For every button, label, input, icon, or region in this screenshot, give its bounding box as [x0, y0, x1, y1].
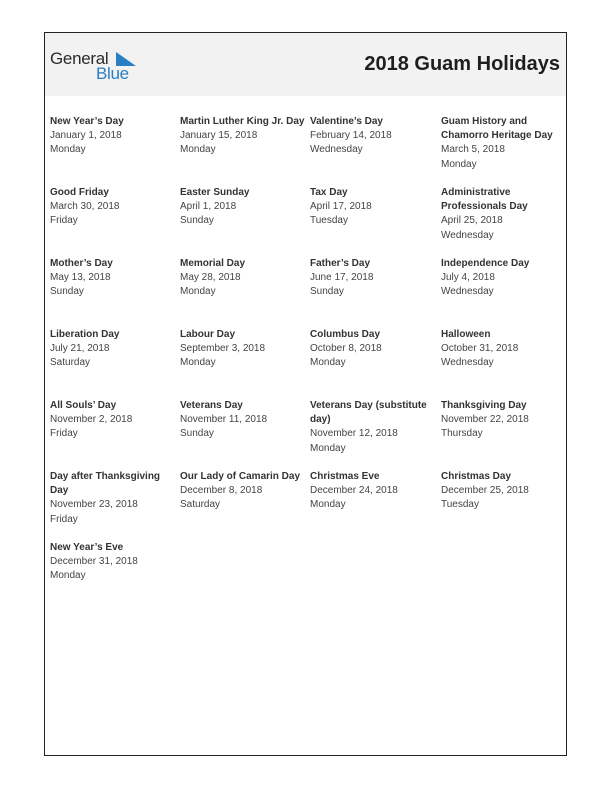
- holiday-date: November 11, 2018: [180, 414, 268, 426]
- holiday-weekday: Tuesday: [310, 215, 348, 227]
- holiday-name: Independence Day: [441, 258, 530, 269]
- holiday-name: Valentine’s Day: [310, 116, 383, 127]
- holiday-weekday: Saturday: [50, 357, 91, 369]
- holiday-name: Guam History and Chamorro Heritage Day: [441, 116, 553, 142]
- holiday-weekday: Friday: [50, 428, 78, 440]
- holiday-date: May 28, 2018: [180, 272, 241, 284]
- holiday-item: [50, 115, 180, 186]
- holiday-item: [50, 257, 180, 328]
- holiday-date: April 17, 2018: [310, 201, 372, 213]
- holiday-name: Veterans Day: [180, 400, 243, 411]
- holiday-name: Our Lady of Camarin Day: [180, 471, 301, 482]
- holiday-item: [310, 186, 441, 257]
- holiday-weekday: Friday: [50, 513, 78, 525]
- holiday-date: November 12, 2018: [310, 428, 398, 440]
- holiday-name: Christmas Eve: [310, 471, 380, 482]
- holiday-name: Thanksgiving Day: [441, 400, 527, 411]
- holiday-weekday: Tuesday: [441, 499, 479, 511]
- holiday-weekday: Thursday: [441, 428, 483, 440]
- holiday-name: Day after Thanksgiving Day: [50, 471, 161, 497]
- holiday-item: [310, 470, 441, 541]
- holiday-date: December 31, 2018: [50, 556, 138, 568]
- page-title: 2018 Guam Holidays: [364, 53, 560, 75]
- holiday-weekday: Monday: [310, 357, 346, 369]
- holiday-name: Labour Day: [180, 329, 236, 340]
- holiday-weekday: Monday: [50, 144, 86, 156]
- holiday-weekday: Monday: [310, 442, 346, 454]
- holiday-item: [441, 115, 566, 186]
- page-header: [45, 33, 566, 96]
- holiday-name: New Year’s Eve: [50, 542, 124, 553]
- holiday-name: Christmas Day: [441, 471, 512, 482]
- holiday-weekday: Monday: [50, 570, 86, 582]
- holiday-grid: [50, 115, 570, 612]
- holiday-date: January 15, 2018: [180, 130, 258, 142]
- holiday-weekday: Wednesday: [441, 357, 494, 369]
- holiday-item: [50, 470, 180, 541]
- holiday-date: February 14, 2018: [310, 130, 392, 142]
- holiday-weekday: Sunday: [180, 428, 214, 440]
- holiday-item: [180, 257, 310, 328]
- holiday-date: December 24, 2018: [310, 485, 398, 497]
- holiday-date: April 1, 2018: [180, 201, 237, 213]
- holiday-name: Martin Luther King Jr. Day: [180, 116, 305, 127]
- logo-word-general: General: [50, 49, 109, 68]
- holiday-name: Tax Day: [310, 187, 348, 198]
- holiday-name: All Souls’ Day: [50, 400, 117, 411]
- holiday-date: March 30, 2018: [50, 201, 120, 213]
- holiday-date: November 2, 2018: [50, 414, 133, 426]
- holiday-name: Columbus Day: [310, 329, 381, 340]
- holiday-item: [441, 257, 566, 328]
- holiday-date: July 4, 2018: [441, 272, 495, 284]
- holiday-item: [441, 470, 566, 541]
- holiday-date: April 25, 2018: [441, 215, 503, 227]
- holiday-item: [50, 541, 180, 612]
- holiday-weekday: Wednesday: [441, 229, 494, 241]
- holiday-date: September 3, 2018: [180, 343, 266, 355]
- holiday-weekday: Monday: [180, 357, 216, 369]
- holiday-date: October 31, 2018: [441, 343, 519, 355]
- holiday-name: Memorial Day: [180, 258, 246, 269]
- holiday-item: [441, 328, 566, 399]
- holiday-date: December 25, 2018: [441, 485, 529, 497]
- generalblue-logo: [50, 49, 150, 85]
- holiday-page: [44, 32, 567, 756]
- holiday-name: Liberation Day: [50, 329, 120, 340]
- holiday-name: Mother’s Day: [50, 258, 113, 269]
- holiday-weekday: Monday: [441, 158, 477, 170]
- holiday-item: [180, 328, 310, 399]
- holiday-item: [180, 470, 310, 541]
- holiday-item: [180, 399, 310, 470]
- holiday-weekday: Sunday: [180, 215, 214, 227]
- holiday-weekday: Monday: [180, 144, 216, 156]
- holiday-name: Administrative Professionals Day: [441, 187, 528, 213]
- holiday-date: March 5, 2018: [441, 144, 505, 156]
- holiday-date: November 23, 2018: [50, 499, 138, 511]
- holiday-weekday: Sunday: [50, 286, 84, 298]
- holiday-weekday: Saturday: [180, 499, 221, 511]
- holiday-name: New Year’s Day: [50, 116, 124, 127]
- holiday-weekday: Sunday: [310, 286, 344, 298]
- holiday-item: [310, 115, 441, 186]
- holiday-date: May 13, 2018: [50, 272, 111, 284]
- holiday-date: October 8, 2018: [310, 343, 382, 355]
- holiday-item: [310, 257, 441, 328]
- holiday-weekday: Monday: [310, 499, 346, 511]
- logo-word-blue: Blue: [96, 64, 129, 83]
- holiday-weekday: Friday: [50, 215, 78, 227]
- holiday-item: [180, 115, 310, 186]
- holiday-name: Good Friday: [50, 187, 109, 198]
- holiday-name: Easter Sunday: [180, 187, 250, 198]
- holiday-weekday: Wednesday: [441, 286, 494, 298]
- holiday-weekday: Wednesday: [310, 144, 363, 156]
- holiday-date: July 21, 2018: [50, 343, 110, 355]
- holiday-item: [180, 186, 310, 257]
- holiday-item: [441, 399, 566, 470]
- holiday-item: [50, 399, 180, 470]
- holiday-date: December 8, 2018: [180, 485, 263, 497]
- holiday-item: [50, 186, 180, 257]
- holiday-name: Veterans Day (substitute day): [310, 400, 427, 426]
- holiday-item: [50, 328, 180, 399]
- holiday-item: [441, 186, 566, 257]
- holiday-weekday: Monday: [180, 286, 216, 298]
- holiday-name: Halloween: [441, 329, 491, 340]
- holiday-date: January 1, 2018: [50, 130, 122, 142]
- holiday-date: June 17, 2018: [310, 272, 374, 284]
- holiday-item: [310, 328, 441, 399]
- holiday-name: Father’s Day: [310, 258, 371, 269]
- holiday-date: November 22, 2018: [441, 414, 529, 426]
- holiday-item: [310, 399, 441, 470]
